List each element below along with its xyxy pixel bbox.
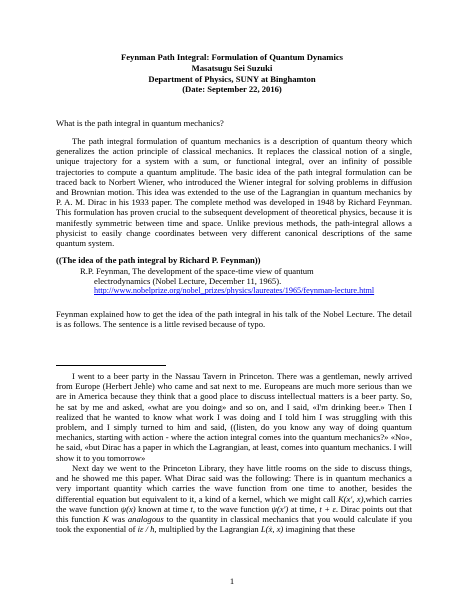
quote-2-part-4: to the wave function bbox=[197, 503, 269, 514]
quote-paragraph-2 bbox=[56, 463, 412, 534]
reference-block bbox=[80, 266, 412, 297]
author-name: Masatsugu Sei Suzuki bbox=[191, 62, 273, 73]
section-heading bbox=[56, 255, 412, 265]
time-epsilon-symbol: t + ε bbox=[319, 503, 336, 514]
quote-text-2 bbox=[56, 463, 412, 534]
quote-paragraph-1 bbox=[56, 371, 412, 463]
quote-2-part-6: . Dirac points out that this function bbox=[56, 503, 412, 525]
intro-text: The path integral formulation of quantum mechanics is a description of quantum theory which generalizes the action principle of classical mechanics. It replaces the classical notion of a single, unique trajectory for a system with a sum, or functional integral, over an infinity of possible trajectories to compute a quantum amplitude. The basic idea of the path integral formulation can be traced back to Norbert Wiener, who introduced the Wiener integral for solving problems in diffusion and Brownian motion. This idea was extended to the use of the Lagrangian in quantum mechanics by P. A. M. Dirac in his 1933 paper. The complete method was developed in 1948 by Richard Feynman. This formulation has proven crucial to the subsequent development of theoretical physics, because it is manifestly symmetric between time and space. Unlike previous methods, the path-integral allows a physicist to easily change coordinates between very different canonical descriptions of the same quantum system. bbox=[56, 136, 412, 249]
reference-url-link[interactable]: http://www.nobelprize.org/nobel_prizes/physics/laureates/1965/feynman-lecture.html bbox=[94, 286, 375, 296]
section-heading-text: ((The idea of the path integral by Richard P. Feynman)) bbox=[56, 255, 261, 265]
page-number: 1 bbox=[229, 576, 235, 586]
date: (Date: September 22, 2016) bbox=[182, 84, 282, 95]
analogous-word: analogous bbox=[127, 514, 164, 525]
explain-text: Feynman explained how to get the idea of the path integral in his talk of the Nobel Lecture. The detail is as follows. The sentence is a little revised because of typo. bbox=[56, 309, 412, 330]
reference-line-2: electrodynamics (Nobel Lecture, December 11, 1965). bbox=[94, 276, 282, 287]
kernel-symbol: K(x', x) bbox=[337, 493, 364, 504]
quote-divider bbox=[56, 365, 166, 366]
quote-2-part-3: known at time bbox=[138, 503, 189, 514]
lagrangian-symbol: L(ẋ, x) bbox=[260, 524, 284, 535]
quote-2-part-8: to the quantity in classical mechanics that you would calculate if you took the exponential of bbox=[56, 514, 412, 535]
i-epsilon-hbar-symbol: iε / ħ bbox=[137, 524, 155, 535]
time-symbol: t, bbox=[190, 503, 196, 514]
wavefunction-prime-symbol: ψ(x') bbox=[271, 503, 289, 514]
question-line bbox=[56, 118, 412, 128]
quote-2-part-1: Next day we went to the Princeton Library, they have little rooms on the side to discuss things, and he showed me this paper. What Dirac said was the following: There is in quantum mechanics a very important quantity which carries the wave function from one time to another, besides the differential equation but equivalent to it, a kind of a kernel, which we might call bbox=[56, 463, 412, 504]
affiliation: Department of Physics, SUNY at Binghamton bbox=[148, 73, 316, 84]
quote-2-part-9: , multiplied by the Lagrangian bbox=[154, 524, 259, 535]
quote-2-part-10: imagining that these bbox=[285, 524, 356, 535]
explain-paragraph bbox=[56, 309, 412, 329]
title-block bbox=[0, 52, 464, 95]
k-symbol: K bbox=[102, 514, 109, 525]
quote-2-part-2: ,which carries the wave function bbox=[56, 493, 412, 514]
quote-2-part-5: at time, bbox=[290, 503, 317, 514]
intro-paragraph bbox=[56, 136, 412, 248]
quote-text-1: I went to a beer party in the Nassau Tavern in Princeton. There was a gentleman, newly arrived from Europe (Herbert Jehle) who came and sat next to me. Europeans are much more serious than we are in America because they think that a good place to discuss intellectual matters is a beer party. So, he sat by me and asked, «what are you doing» and so on, and I said, «I'm drinking beer.» Then I realized that he wanted to know what work I was doing and I told him I was struggling with this problem, and I simply turned to him and said, ((listen, do you know any way of doing quantum mechanics, starting with action - where the action integral comes into the quantum mechanics?» «No», he said, «but Dirac has a paper in which the Lagrangian, at least, comes into quantum mechanics. I will show it to you tomorrow» bbox=[56, 371, 412, 463]
quote-2-part-7: was bbox=[111, 514, 125, 525]
question-text: What is the path integral in quantum mechanics? bbox=[56, 118, 224, 128]
reference-line-1: R.P. Feynman, The development of the space-time view of quantum bbox=[80, 266, 314, 276]
paper-title: Feynman Path Integral: Formulation of Quantum Dynamics bbox=[120, 52, 343, 62]
wavefunction-symbol: ψ(x) bbox=[120, 503, 136, 514]
